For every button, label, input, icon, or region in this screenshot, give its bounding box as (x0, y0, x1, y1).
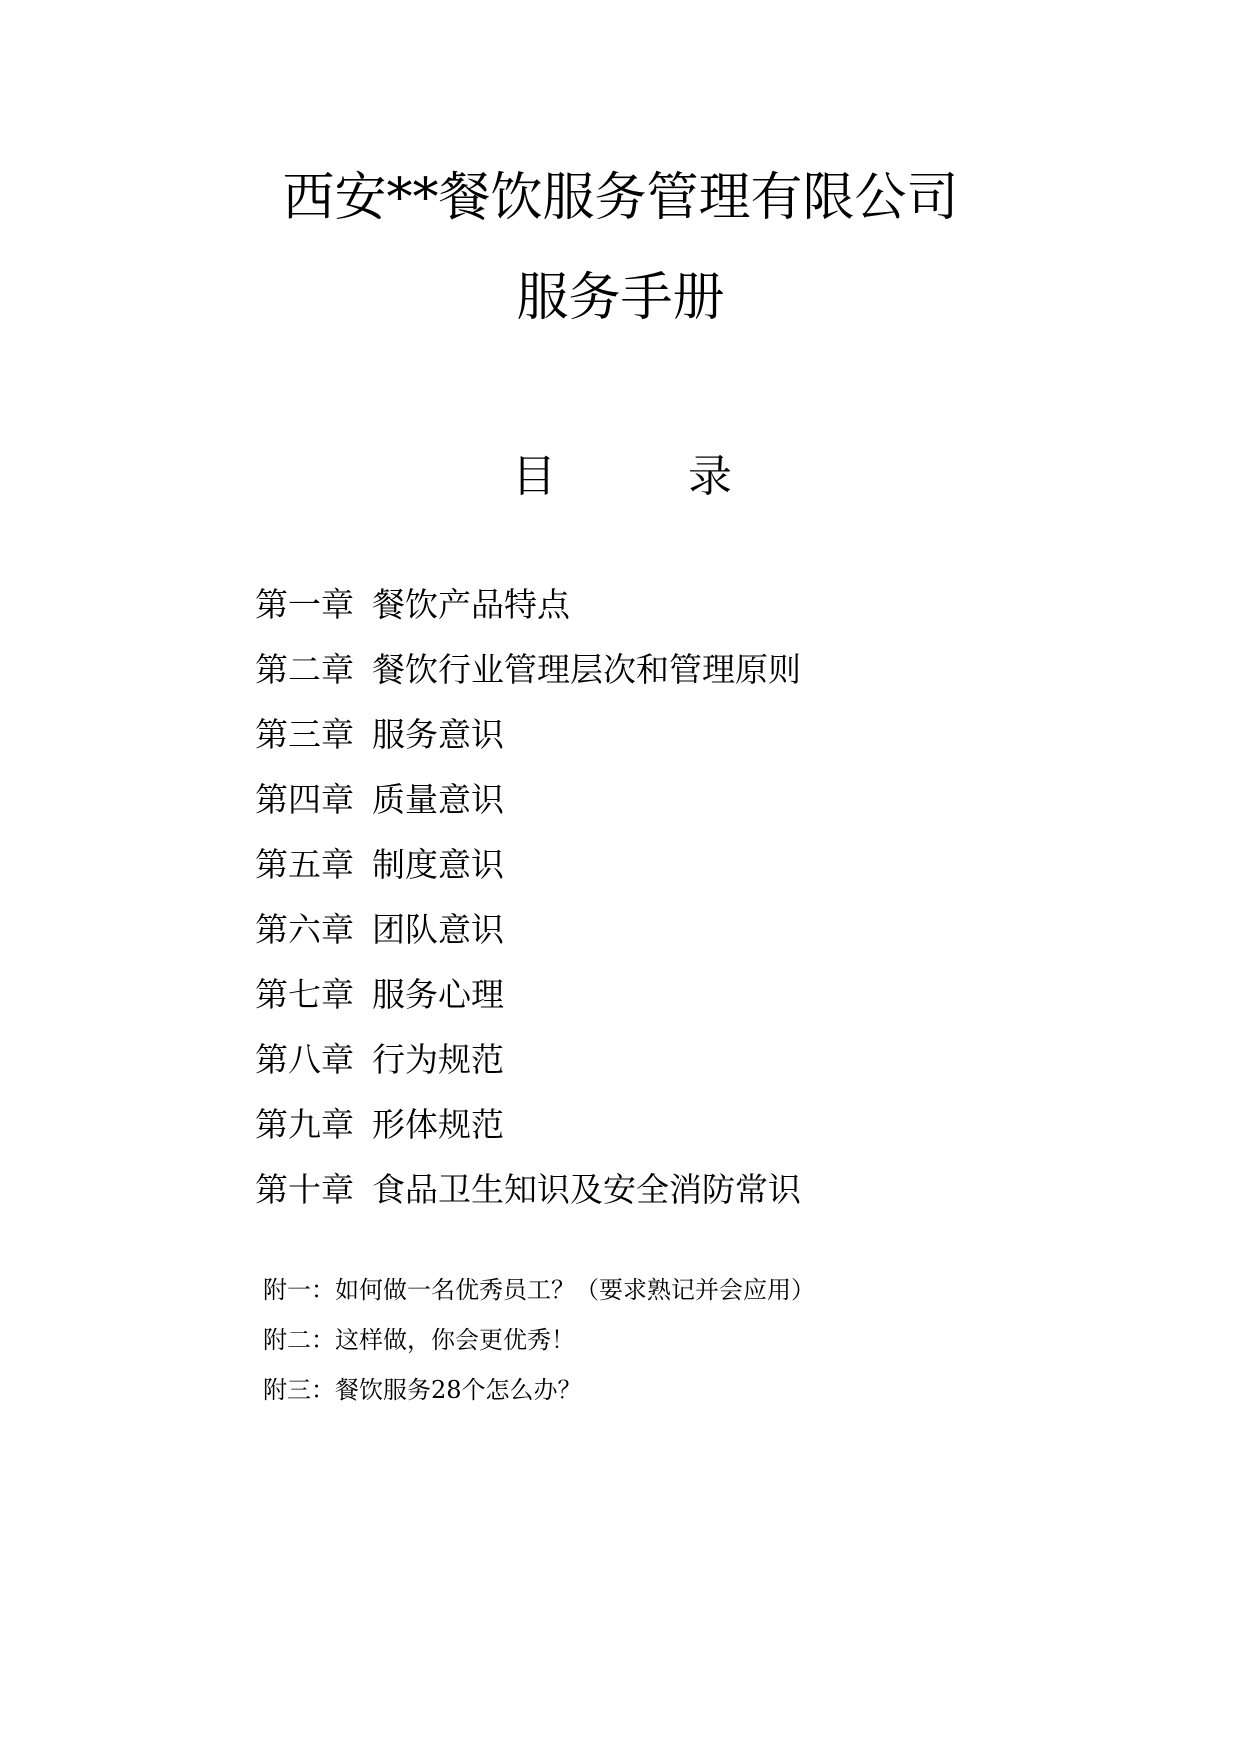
toc-heading-char-2: 录 (688, 451, 732, 502)
chapter-number: 第九章 (255, 1105, 354, 1144)
chapter-item-10 (255, 1165, 801, 1230)
chapter-number: 第三章 (255, 715, 354, 754)
chapter-number: 第六章 (255, 910, 354, 949)
chapter-number: 第十章 (255, 1170, 354, 1209)
toc-heading-char-1: 目 (512, 451, 556, 502)
manual-title: 服务手册 (516, 268, 725, 328)
appendix-item-1: 附一：如何做一名优秀员工？（要求熟记并会应用） (263, 1276, 815, 1304)
chapter-title: 服务意识 (372, 715, 504, 754)
chapter-title: 餐饮行业管理层次和管理原则 (372, 650, 801, 689)
chapter-item-7 (255, 970, 801, 1035)
chapter-title: 食品卫生知识及安全消防常识 (372, 1170, 801, 1209)
chapter-item-9 (255, 1100, 801, 1165)
chapter-title: 餐饮产品特点 (372, 585, 570, 624)
toc-heading (0, 447, 1241, 507)
chapter-item-1 (255, 580, 801, 645)
chapter-number: 第一章 (255, 585, 354, 624)
chapter-item-6 (255, 905, 801, 970)
chapter-number: 第二章 (255, 650, 354, 689)
company-title: 西安**餐饮服务管理有限公司 (282, 168, 959, 228)
chapter-item-5 (255, 840, 801, 905)
appendix-list (263, 1270, 815, 1420)
chapter-number: 第四章 (255, 780, 354, 819)
appendix-item-2: 附二：这样做，你会更优秀！ (263, 1326, 575, 1354)
chapter-title: 形体规范 (372, 1105, 504, 1144)
chapter-title: 质量意识 (372, 780, 504, 819)
appendix-item-3: 附三：餐饮服务28个怎么办？ (263, 1376, 582, 1404)
chapter-title: 服务心理 (372, 975, 504, 1014)
chapter-number: 第八章 (255, 1040, 354, 1079)
chapter-number: 第七章 (255, 975, 354, 1014)
chapter-list (255, 580, 801, 1230)
chapter-title: 团队意识 (372, 910, 504, 949)
chapter-item-8 (255, 1035, 801, 1100)
chapter-item-4 (255, 775, 801, 840)
chapter-number: 第五章 (255, 845, 354, 884)
chapter-title: 制度意识 (372, 845, 504, 884)
chapter-title: 行为规范 (372, 1040, 504, 1079)
chapter-item-2 (255, 645, 801, 710)
chapter-item-3 (255, 710, 801, 775)
